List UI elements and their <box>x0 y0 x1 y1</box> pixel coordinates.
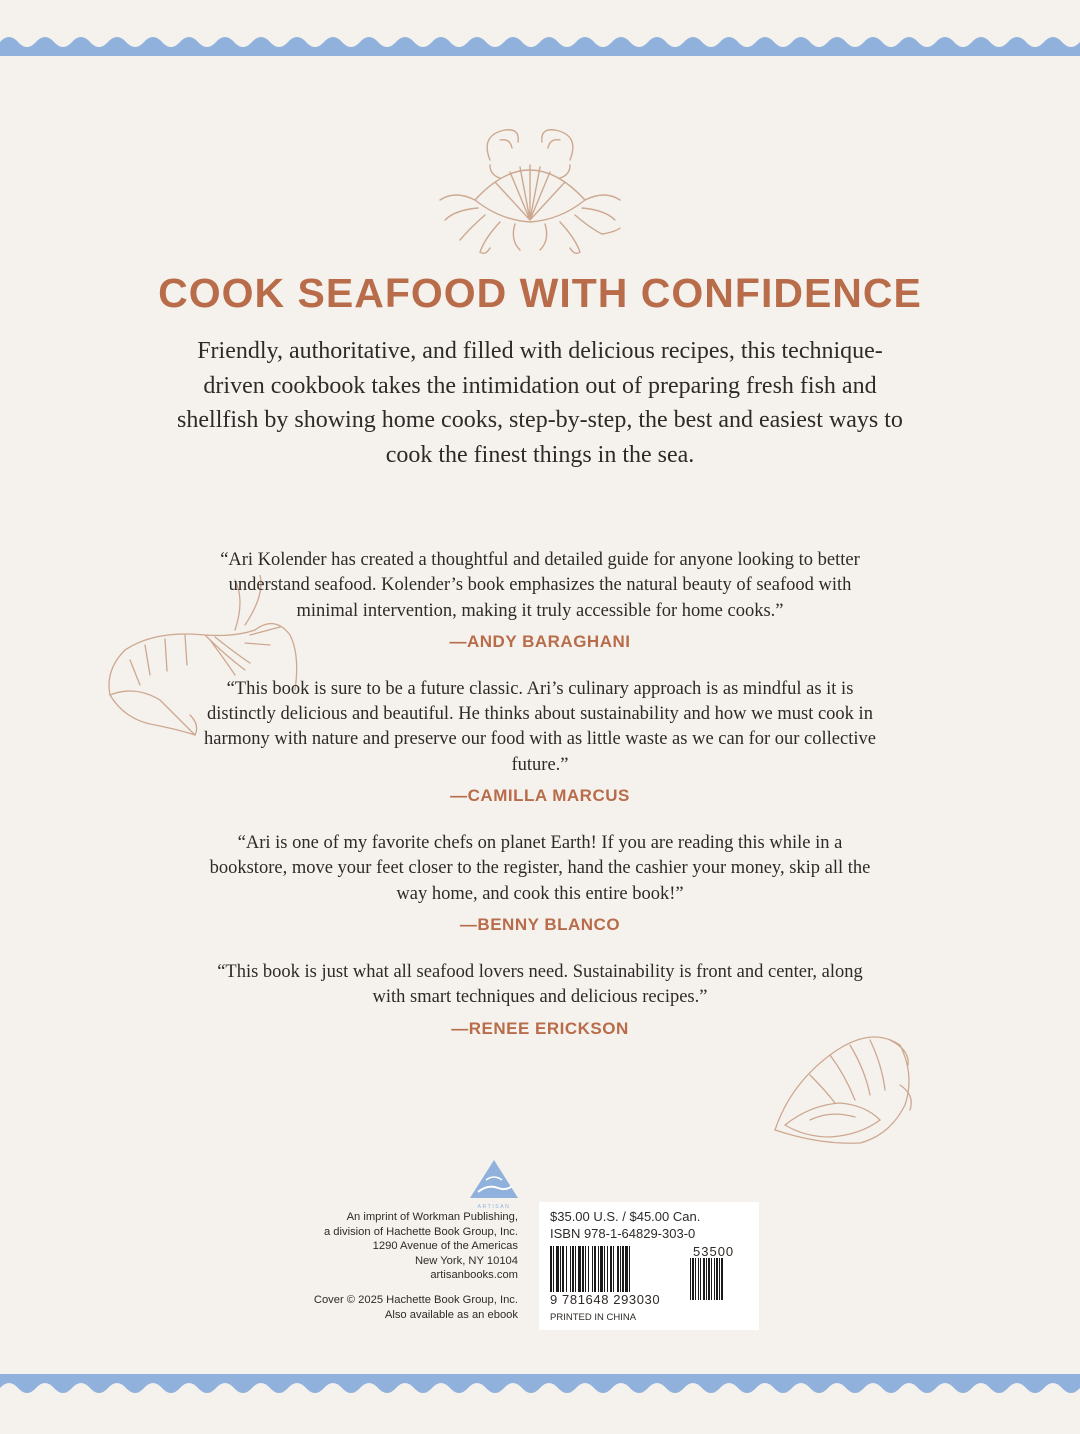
barcode-bar <box>594 1246 596 1294</box>
barcode-bar <box>578 1246 581 1294</box>
oyster-illustration <box>770 1025 915 1150</box>
endorsements <box>200 548 880 1064</box>
quote-author: —RENEE ERICKSON <box>451 1018 629 1038</box>
barcode-addon-bar <box>690 1258 691 1300</box>
quote-author: —CAMILLA MARCUS <box>450 786 630 806</box>
barcode-bar <box>550 1246 552 1294</box>
top-wave-border <box>0 28 1080 56</box>
barcode-bar <box>553 1246 554 1294</box>
barcode-bar <box>560 1246 561 1294</box>
ebook-note: Also available as an ebook <box>384 1308 518 1321</box>
publisher-line: An imprint of Workman Publishing, <box>346 1211 518 1223</box>
quote-text: “Ari Kolender has created a thoughtful and detailed guide for anyone looking to better understand seafood. Kolender’s book emphasizes the natural beauty of seafood with minimal intervention, making it truly accessible for home cooks.” <box>220 550 860 621</box>
barcode-addon-bar <box>711 1258 712 1300</box>
publisher-info <box>238 1210 518 1322</box>
barcode-bar <box>588 1246 589 1294</box>
quote-text: “Ari is one of my favorite chefs on planet Earth! If you are reading this while in a bookstore, move your feet closer to the register, hand the cashier your money, skip all the way home, and cook this entire book!” <box>209 833 871 904</box>
barcode-bar <box>613 1246 614 1294</box>
barcode-addon-bar <box>695 1258 696 1300</box>
quote-author: —ANDY BARAGHANI <box>449 631 631 651</box>
barcode-addon-bar <box>708 1258 710 1300</box>
barcode-bar <box>572 1246 574 1294</box>
barcode-bar <box>620 1246 621 1294</box>
barcode-bar <box>575 1246 576 1294</box>
barcode-digits: 9 781648 293030 <box>550 1292 661 1307</box>
barcode-bar <box>582 1246 584 1294</box>
barcode-addon-number: 53500 <box>693 1244 735 1259</box>
barcode-addon-bar <box>692 1258 694 1300</box>
barcode-box <box>539 1202 759 1330</box>
barcode-bar <box>610 1246 612 1294</box>
logo-text: ARTISAN <box>477 1204 511 1210</box>
price: $35.00 U.S. / $45.00 Can. <box>550 1209 701 1224</box>
barcode-bar <box>598 1246 599 1294</box>
barcode-bar <box>585 1246 586 1294</box>
bottom-wave-border <box>0 1374 1080 1402</box>
barcode-bar <box>570 1246 571 1294</box>
crab-illustration <box>430 120 630 265</box>
barcode-bar <box>556 1246 559 1294</box>
cover-credit: Cover © 2025 Hachette Book Group, Inc. <box>313 1293 518 1306</box>
artisan-logo-icon <box>468 1158 520 1210</box>
barcode-addon-bar <box>719 1258 720 1300</box>
barcode-addon-bar <box>716 1258 718 1300</box>
barcode-addon-bar <box>700 1258 701 1300</box>
barcode-bar <box>566 1246 567 1294</box>
barcode-bar <box>592 1246 593 1294</box>
barcode-bar <box>622 1246 624 1294</box>
publisher-website: artisanbooks.com <box>430 1269 518 1282</box>
quote-text: “This book is sure to be a future classic. Ari’s culinary approach is as mindful as it is distinctly delicious and beautiful. He thinks about sustainability and how we must cook in harmony with nature and preserve our food with as little waste as we can for our collective future.” <box>204 678 876 775</box>
barcode-bar <box>617 1246 619 1294</box>
barcode-bar <box>607 1246 608 1294</box>
barcode-addon-bar <box>714 1258 715 1300</box>
barcode-addon-bar <box>698 1258 699 1300</box>
publisher-line: New York, NY 10104 <box>414 1254 518 1267</box>
quote-author: —BENNY BLANCO <box>459 914 621 934</box>
barcode-bar <box>562 1246 564 1294</box>
barcode-addon-bar <box>706 1258 707 1300</box>
barcode-addon-bar <box>703 1258 705 1300</box>
barcode-bar <box>600 1246 603 1294</box>
headline: COOK SEAFOOD WITH CONFIDENCE <box>158 270 922 316</box>
isbn: ISBN 978-1-64829-303-0 <box>550 1226 696 1241</box>
barcode-addon-bar <box>721 1258 723 1300</box>
barcode-bar <box>625 1246 628 1294</box>
barcode-bar <box>629 1246 630 1294</box>
barcode-bar <box>604 1246 605 1294</box>
quote-text: “This book is just what all seafood lovers need. Sustainability is front and center, along with smart techniques and delicious recipes.” <box>217 961 863 1008</box>
publisher-line: a division of Hachette Book Group, Inc. <box>323 1225 518 1238</box>
printed-in: PRINTED IN CHINA <box>550 1312 637 1323</box>
book-description: Friendly, authoritative, and filled with delicious recipes, this technique-driven cookbook takes the intimidation out of preparing fresh fish and shellfish by showing home cooks, step-by-step, the best and easiest ways to cook the finest things in the sea. <box>177 338 903 468</box>
publisher-line: 1290 Avenue of the Americas <box>372 1240 518 1253</box>
